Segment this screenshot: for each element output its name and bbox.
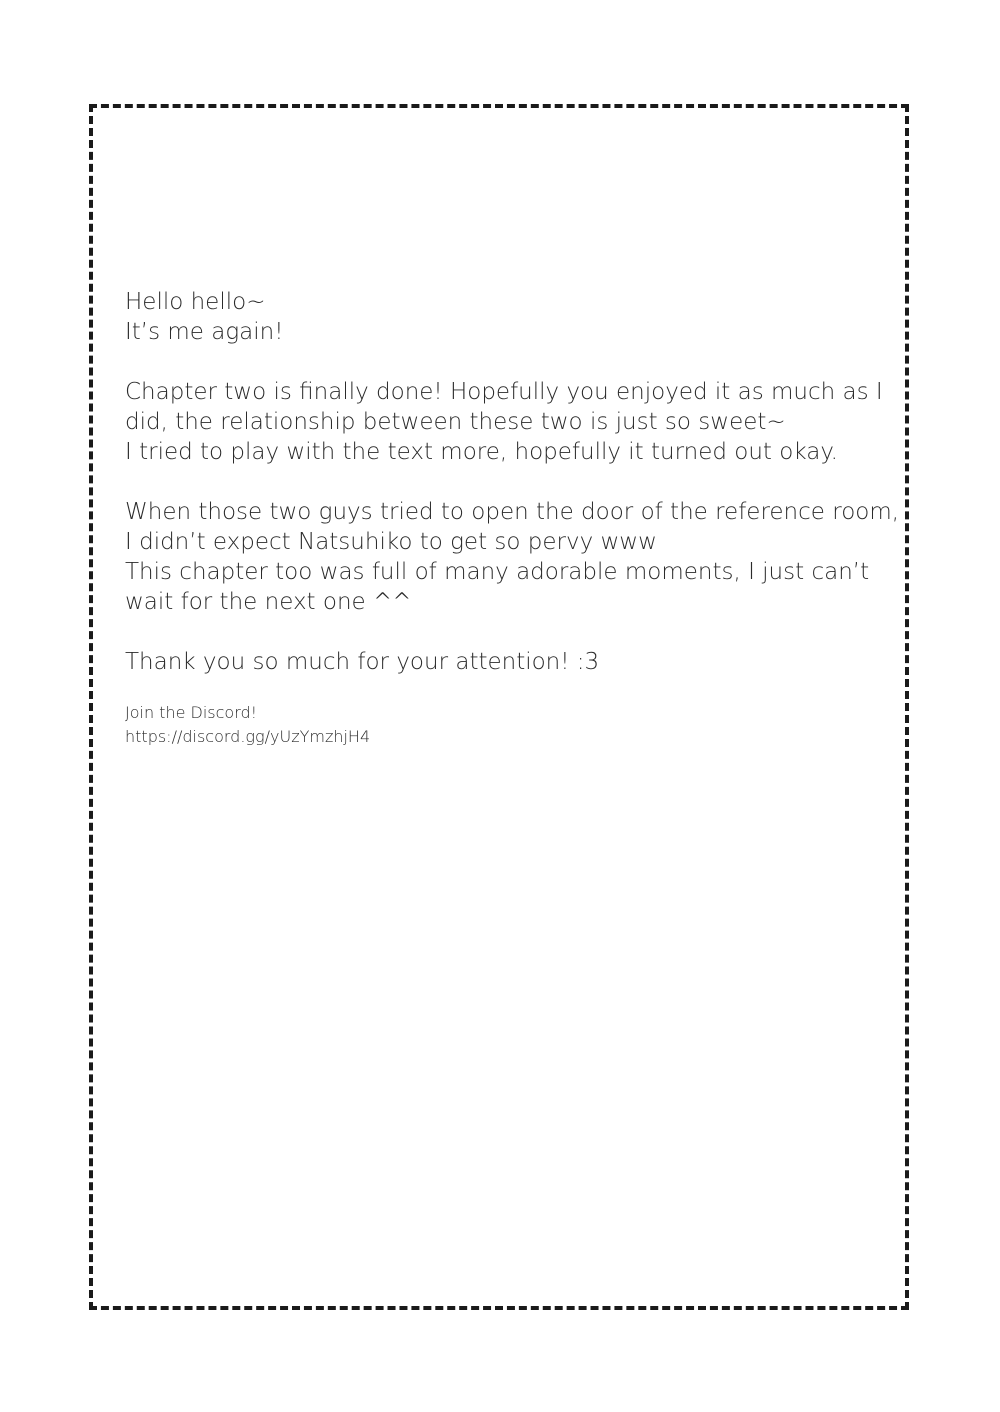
discord-label: Join the Discord! [125,703,258,722]
closing-line: Thank you so much for your attention! :3 [125,649,600,675]
closing-paragraph [125,647,885,677]
note-content [125,287,900,749]
story-paragraph [125,497,900,617]
chapter-paragraph [125,377,885,467]
discord-section [125,701,885,749]
greeting-paragraph [125,287,885,347]
chapter-line-1: Chapter two is finally done! Hopefully you enjoyed it as much as I [125,379,883,405]
story-line-4: wait for the next one ^^ [125,589,412,615]
chapter-line-2: did, the relationship between these two is just so sweet~ [125,409,786,435]
story-line-1: When those two guys tried to open the door of the reference room, [125,499,900,525]
greeting-line-1: Hello hello~ [125,289,266,315]
story-line-2: I didn’t expect Natsuhiko to get so pervy www [125,529,657,555]
chapter-line-3: I tried to play with the text more, hopefully it turned out okay. [125,439,838,465]
discord-link[interactable]: https://discord.gg/yUzYmzhjH4 [125,727,371,746]
story-line-3: This chapter too was full of many adorable moments, I just can’t [125,559,870,585]
greeting-line-2: It’s me again! [125,319,284,345]
